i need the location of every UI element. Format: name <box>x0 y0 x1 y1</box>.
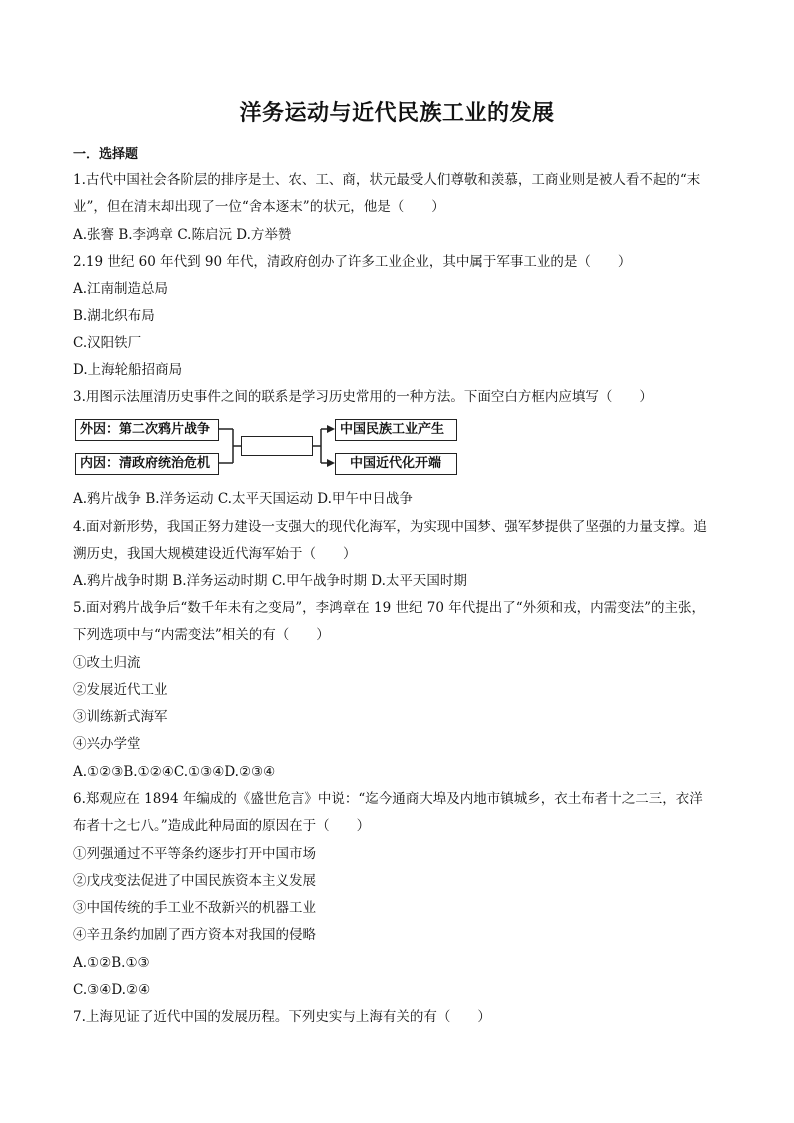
q4-stem-line1: 4.面对新形势，我国正努力建设一支强大的现代化海军，为实现中国梦、强军梦提供了坚强的力量支撑。追 <box>73 519 707 535</box>
q3-options: A.鸦片战争 B.洋务运动 C.太平天国运动 D.甲午中日战争 <box>73 491 413 507</box>
q6-stem-line1: 6.郑观应在 1894 年编成的《盛世危言》中说：“迄今通商大埠及内地市镇城乡，衣土布者十之二三，衣洋 <box>73 791 703 807</box>
q3-diagram <box>73 416 463 478</box>
q5-item-3: ③训练新式海军 <box>73 709 168 725</box>
internal-cause-box: 内因：清政府统治危机 <box>75 453 219 475</box>
q6-item-2: ②戊戌变法促进了中国民族资本主义发展 <box>73 873 316 889</box>
q5-stem-line1: 5.面对鸦片战争后“数千年未有之变局”，李鸿章在 19 世纪 70 年代提出了“外须和戎，内需变法”的主张， <box>73 600 706 616</box>
q1-options: A.张謇 B.李鸿章 C.陈启沅 D.方举赞 <box>73 227 292 243</box>
q7-stem: 7.上海见证了近代中国的发展历程。下列史实与上海有关的有（ ） <box>73 1009 491 1025</box>
q3-stem: 3.用图示法厘清历史事件之间的联系是学习历史常用的一种方法。下面空白方框内应填写（ ） <box>73 389 653 405</box>
q5-options: A.①②③B.①②④C.①③④D.②③④ <box>73 764 276 780</box>
q5-item-1: ①改土归流 <box>73 655 141 671</box>
q6-options-1: A.①②B.①③ <box>73 955 150 971</box>
section-heading: 一．选择题 <box>73 147 139 162</box>
q6-item-4: ④辛丑条约加剧了西方资本对我国的侵略 <box>73 927 316 943</box>
q2-option-d: D.上海轮船招商局 <box>73 362 183 378</box>
q1-stem-line1: 1.古代中国社会各阶层的排序是士、农、工、商，状元最受人们尊敬和羡慕，工商业则是被人看不起的“末 <box>73 172 701 188</box>
external-cause-box: 外因：第二次鸦片战争 <box>75 419 219 441</box>
result-box-bottom: 中国近代化开端 <box>335 453 457 475</box>
result-box-top: 中国民族工业产生 <box>335 419 457 441</box>
q4-options: A.鸦片战争时期 B.洋务运动时期 C.甲午战争时期 D.太平天国时期 <box>73 573 467 589</box>
q2-option-b: B.湖北织布局 <box>73 308 155 324</box>
q5-item-4: ④兴办学堂 <box>73 736 141 752</box>
q6-stem-line2: 布者十之七八。”造成此种局面的原因在于（ ） <box>73 818 371 834</box>
page-title: 洋务运动与近代民族工业的发展 <box>239 100 555 126</box>
q2-stem: 2.19 世纪 60 年代到 90 年代，清政府创办了许多工业企业，其中属于军事工业的是（ ） <box>73 254 632 270</box>
q6-item-1: ①列强通过不平等条约逐步打开中国市场 <box>73 846 316 862</box>
q6-options-2: C.③④D.②④ <box>73 982 151 998</box>
q5-stem-line2: 下列选项中与“内需变法”相关的有（ ） <box>73 627 330 643</box>
q4-stem-line2: 溯历史，我国大规模建设近代海军始于（ ） <box>73 546 357 562</box>
q6-item-3: ③中国传统的手工业不敌新兴的机器工业 <box>73 900 316 916</box>
q1-stem-line2: 业”，但在清末却出现了一位“舍本逐末”的状元，他是（ ） <box>73 199 445 215</box>
blank-answer-box <box>241 436 313 456</box>
q2-option-a: A.江南制造总局 <box>73 281 169 297</box>
q5-item-2: ②发展近代工业 <box>73 682 168 698</box>
q2-option-c: C.汉阳铁厂 <box>73 335 142 351</box>
